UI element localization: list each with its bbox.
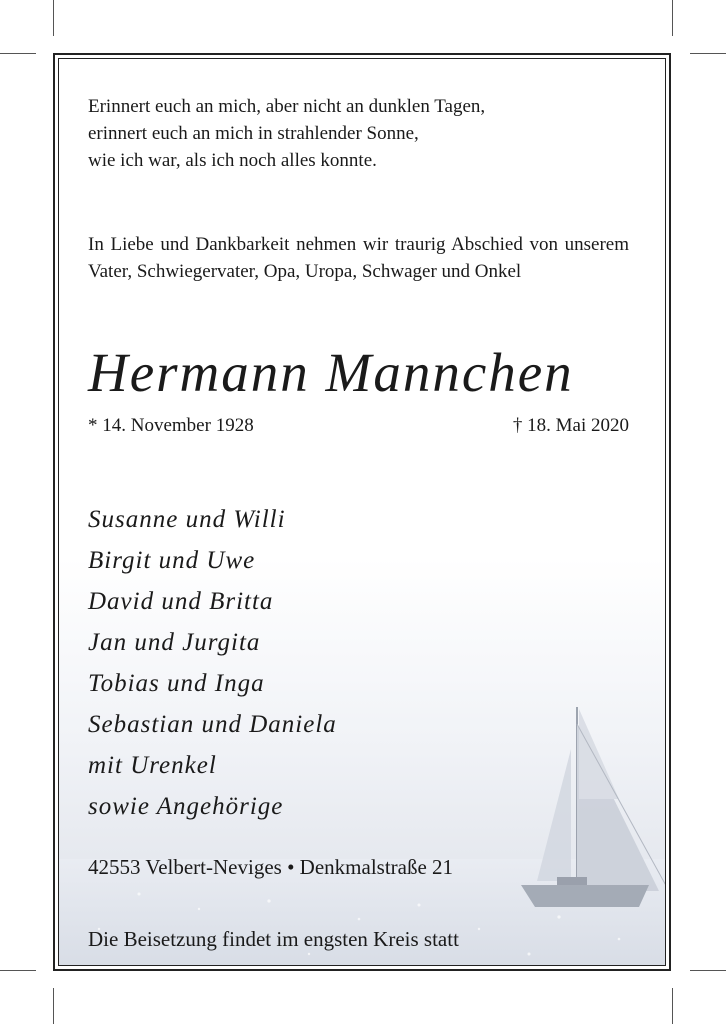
poem-line: Erinnert euch an mich, aber nicht an dunklen Tagen, <box>88 96 486 117</box>
life-dates <box>88 415 629 437</box>
farewell-intro: In Liebe und Dankbarkeit nehmen wir traurig Abschied von unserem Vater, Schwiegervater, Opa, Uropa, Schwager und Onkel <box>88 234 629 282</box>
crop-mark-bottom-left <box>53 988 54 1024</box>
crop-mark-left-bottom <box>0 970 36 971</box>
poem-line: erinnert euch an mich in strahlender Sonne, <box>88 123 419 144</box>
mourner-entry: David und Britta <box>88 588 274 615</box>
crop-mark-bottom-right <box>672 988 673 1024</box>
poem-line: wie ich war, als ich noch alles konnte. <box>88 150 377 171</box>
mourner-entry: Susanne und Willi <box>88 506 286 533</box>
mourner-entry: Sebastian und Daniela <box>88 711 337 738</box>
crop-mark-left-top <box>0 53 36 54</box>
topsail <box>579 709 619 799</box>
birth-date: * 14. November 1928 <box>88 415 254 436</box>
death-notice <box>58 58 666 966</box>
mourner-entry: sowie Angehörige <box>88 793 284 820</box>
mourners-list <box>88 499 337 827</box>
mourner-entry: Tobias und Inga <box>88 670 265 697</box>
crop-mark-right-bottom <box>690 970 726 971</box>
mourner-entry: Birgit und Uwe <box>88 547 256 574</box>
poem <box>88 93 629 174</box>
crop-mark-top-right <box>672 0 673 36</box>
funeral-note: Die Beisetzung findet im engsten Kreis statt <box>88 927 459 951</box>
hull <box>521 885 649 907</box>
crop-mark-right-top <box>690 53 726 54</box>
mourner-entry: Jan und Jurgita <box>88 629 261 656</box>
sailboat <box>521 707 666 907</box>
crop-mark-top-left <box>53 0 54 36</box>
address: 42553 Velbert-Neviges • Denkmalstraße 21 <box>88 855 454 879</box>
deceased-name: Hermann Mannchen <box>88 342 574 403</box>
mourner-entry: mit Urenkel <box>88 752 217 779</box>
death-date: † 18. Mai 2020 <box>512 415 629 436</box>
